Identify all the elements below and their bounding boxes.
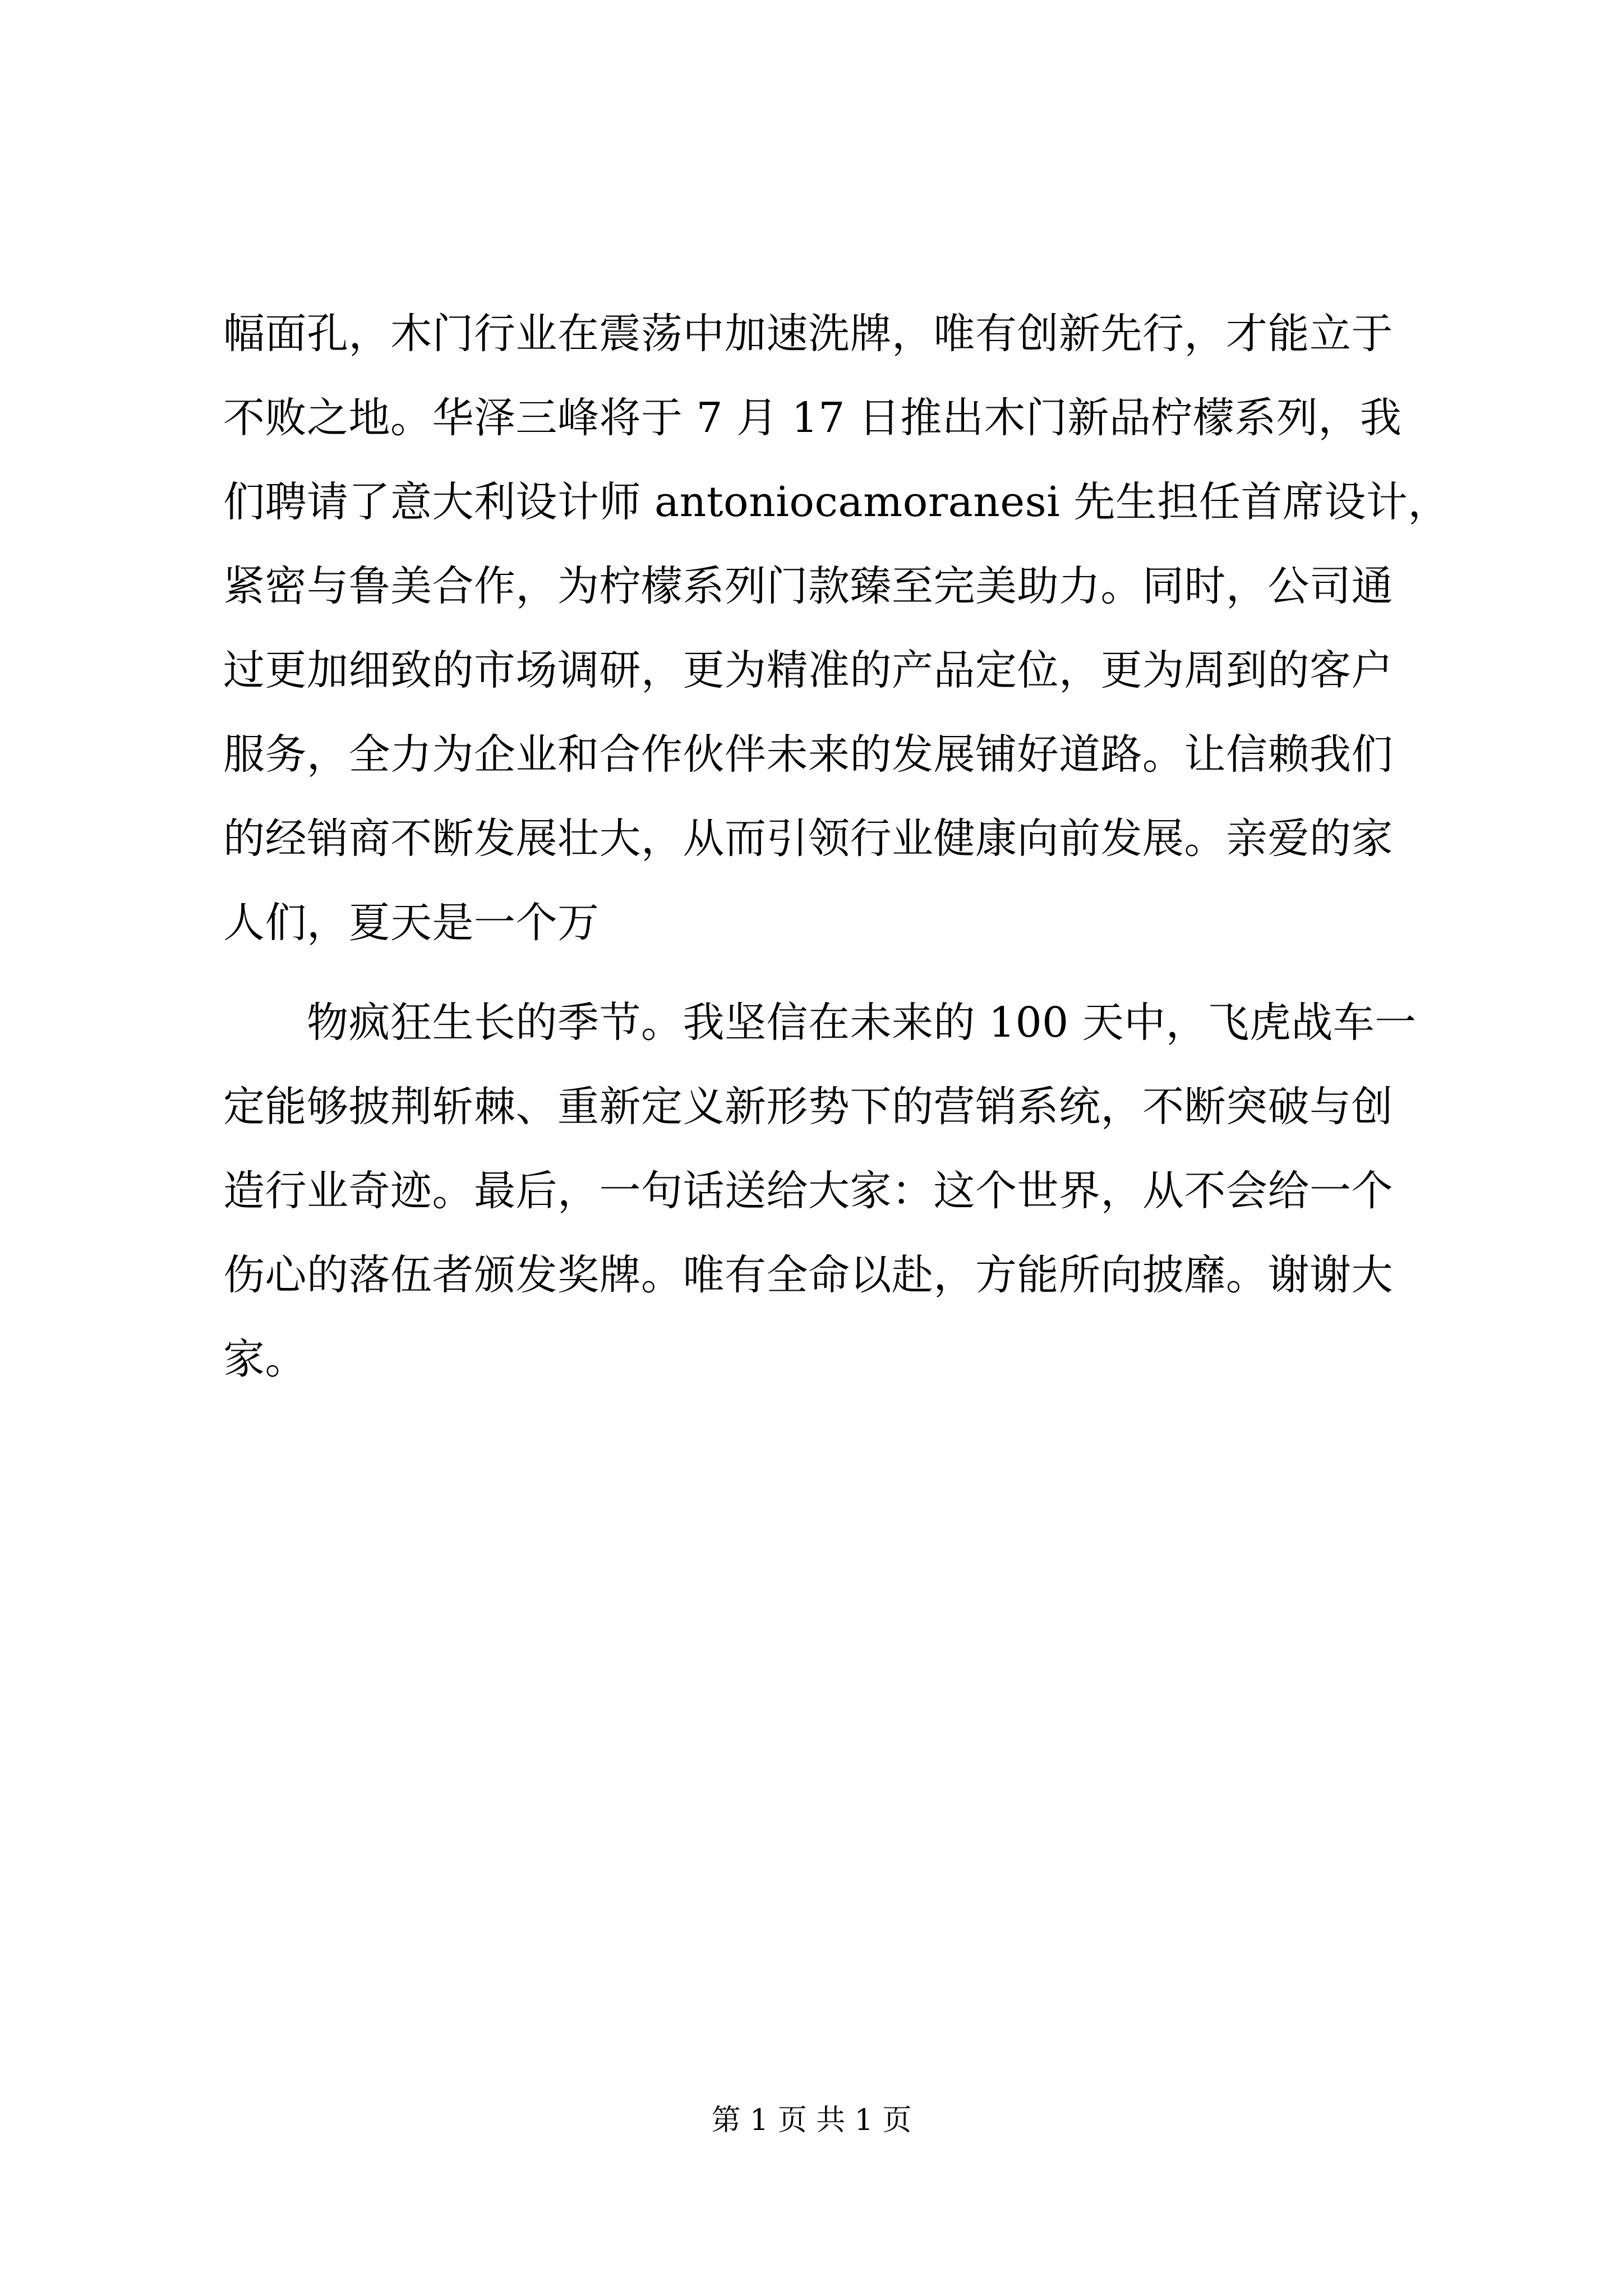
text-line: 物疯狂生长的季节。我坚信在未来的 100 天中，飞虎战车一	[223, 999, 1417, 1047]
paragraph-1	[223, 292, 1450, 965]
text-line: 的经销商不断发展壮大，从而引领行业健康向前发展。亲爱的家	[223, 815, 1393, 863]
page-footer	[0, 2098, 1623, 2143]
paragraph-2	[223, 981, 1418, 1401]
page-number-label: 第 1 页 共 1 页	[711, 2104, 912, 2137]
paragraph-spacer	[223, 965, 1418, 981]
text-line: 不败之地。华泽三峰将于 7 月 17 日推出木门新品柠檬系列，我	[223, 394, 1402, 442]
text-line: 人们，夏天是一个万	[223, 899, 600, 947]
text-line: 们聘请了意大利设计师 antoniocamoranesi 先生担任首席设计，	[223, 478, 1450, 526]
text-line: 造行业奇迹。最后，一句话送给大家：这个世界，从不会给一个	[223, 1167, 1393, 1215]
text-line: 伤心的落伍者颁发奖牌。唯有全命以赴，方能所向披靡。谢谢大	[223, 1251, 1393, 1299]
text-line: 家。	[223, 1335, 307, 1383]
text-line: 紧密与鲁美合作，为柠檬系列门款臻至完美助力。同时，公司通	[223, 562, 1393, 610]
text-line: 定能够披荆斩棘、重新定义新形势下的营销系统，不断突破与创	[223, 1083, 1393, 1131]
text-line: 过更加细致的市场调研，更为精准的产品定位，更为周到的客户	[223, 646, 1393, 694]
text-line: 幅面孔，木门行业在震荡中加速洗牌，唯有创新先行，才能立于	[223, 310, 1393, 358]
text-line: 服务，全力为企业和合作伙伴未来的发展铺好道路。让信赖我们	[223, 730, 1393, 779]
document-body	[223, 292, 1450, 1401]
